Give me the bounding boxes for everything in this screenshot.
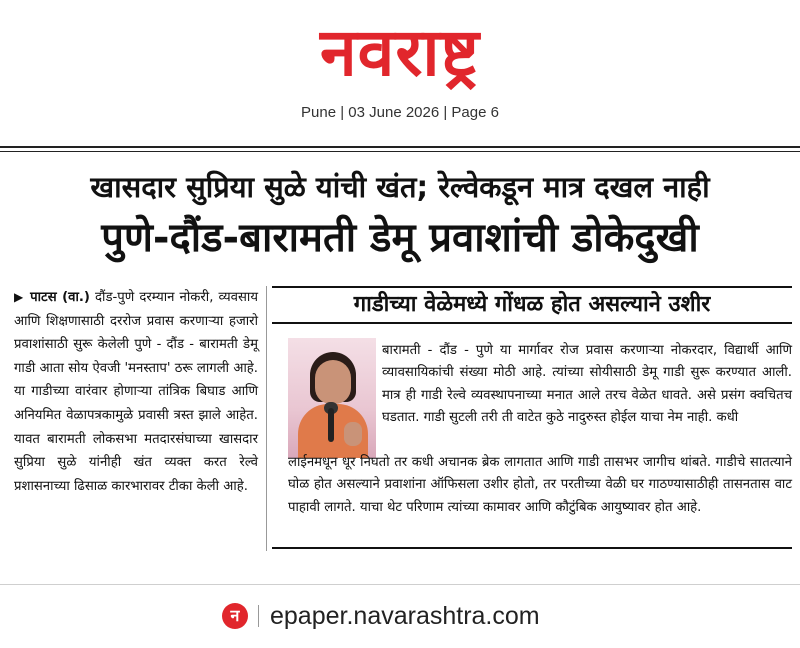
speaker-photo xyxy=(288,338,376,458)
masthead-rule-thin xyxy=(0,151,800,152)
right-column-text-bottom: लाईनमधून धूर निघतो तर कधी अचानक ब्रेक लागतात आणि गाडी तासभर जागीच थांबते. गाडीचे सातत्याने घोळ होत असल्याने प्रवाशांना ऑफिसला उशीर होतो, तर परतीच्या वेळी घर गाठण्यासाठीही तासनतास वाट पाहावी लागते. याचा थेट परिणाम त्यांच्या कामावर आणि कौटुंबिक आयुष्यावर होत आहे. xyxy=(288,455,792,515)
footer xyxy=(0,597,800,637)
newspaper-logo: नवराष्ट्र xyxy=(320,14,480,91)
triangle-bullet-icon: ▶ xyxy=(14,290,25,304)
left-column-text xyxy=(14,286,258,498)
masthead-rule-thick xyxy=(0,146,800,148)
byline: पाटस (वा.) xyxy=(30,290,90,305)
headline-top: खासदार सुप्रिया सुळे यांची खंत; रेल्वेकडून मात्र दखल नाही xyxy=(90,170,710,204)
subheadline: गाडीच्या वेळेमध्ये गोंधळ होत असल्याने उशीर xyxy=(272,286,792,324)
edition-dateline: Pune | 03 June 2026 | Page 6 xyxy=(301,104,499,121)
right-column-text-top: बारामती - दौंड - पुणे या मार्गावर रोज प्रवास करणाऱ्या नोकरदार, विद्यार्थी आणि व्यावसायिकांची संख्या मोठी आहे. त्यांच्या सोयीसाठी डेमू गाडी सुरू करण्यात आली. मात्र ही गाडी रेल्वे व्यवस्थापनाच्या मनात आले तरच वेळेत धावते. असे प्रसंग क्वचितच घडतात. गाडी सुटली तरी ती वाटेत कुठे नादुरुस्त होईल याचा नेम नाही. कधी xyxy=(382,343,792,426)
column-divider xyxy=(266,286,267,551)
headline-main: पुणे-दौंड-बारामती डेमू प्रवाशांची डोकेदुखी xyxy=(101,215,699,261)
epaper-url-link[interactable]: epaper.navarashtra.com xyxy=(270,602,540,630)
footer-separator xyxy=(258,605,259,627)
footer-rule xyxy=(0,584,800,585)
article-end-rule xyxy=(272,547,792,549)
brand-logo-icon: न xyxy=(222,603,248,629)
left-column-body: दौंड-पुणे दरम्यान नोकरी, व्यवसाय आणि शिक्षणासाठी दररोज प्रवास करणाऱ्या हजारो प्रवाशांसाठी सुरू केलेली पुणे - दौंड - बारामती डेमू गाडी आता सोय ऐवजी 'मनस्ताप' ठरू लागली आहे. या गाडीच्या वारंवार होणाऱ्या तांत्रिक बिघाड आणि अनियमित वेळापत्रकामुळे प्रवासी त्रस्त झाले आहेत. यावत बारामती लोकसभा मतदारसंघाच्या खासदार सुप्रिया सुळे यांनीही खंत व्यक्त करत रेल्वे प्रशासनाच्या ढिसाळ कारभारावर टीका केली आहे. xyxy=(14,290,258,494)
masthead xyxy=(0,0,800,140)
